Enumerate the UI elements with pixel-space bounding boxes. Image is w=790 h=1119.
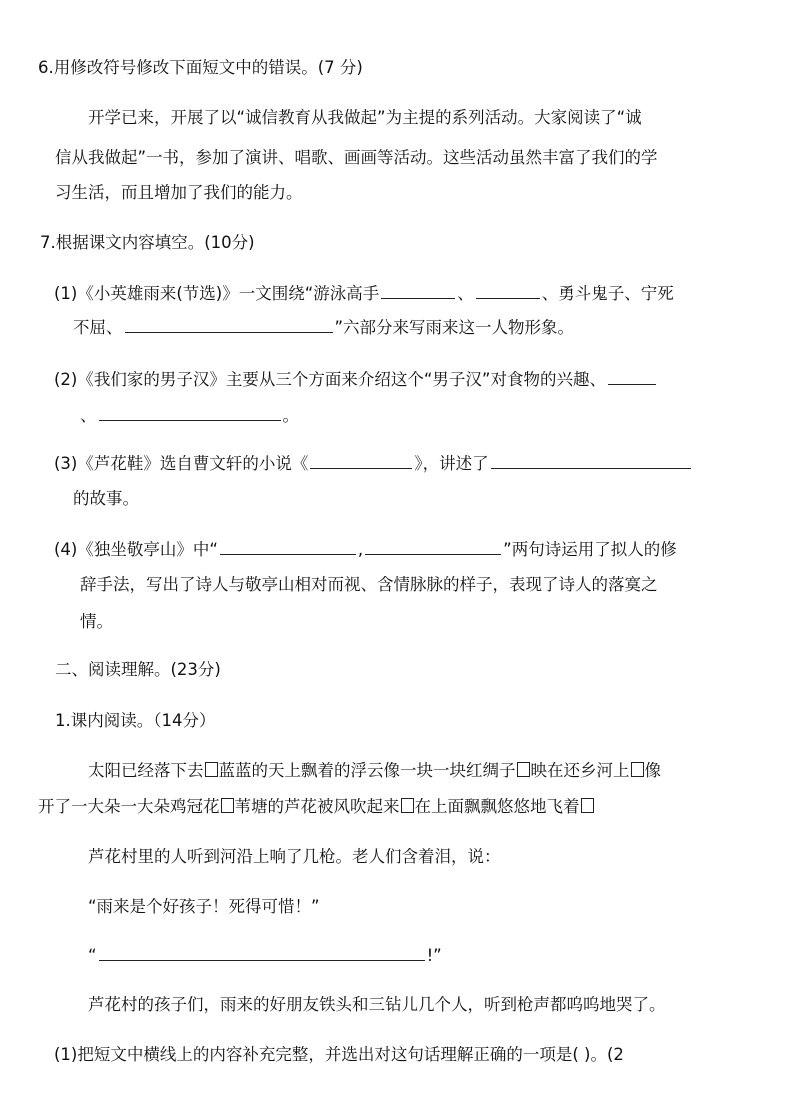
q7-item-1-line-2 (73, 316, 574, 339)
q7-item-1-text: 不屈、 (73, 318, 123, 337)
q7-item-1-line-1 (54, 282, 674, 305)
reading-1-paragraph-1-line-1 (88, 760, 661, 782)
q7-item-3-text: (3)《芦花鞋》选自曹文轩的小说《 (54, 454, 309, 473)
q7-item-4-text: (4)《独坐敬亭山》中“ (54, 540, 218, 559)
section-2-title: 二、阅读理解。(23分) (55, 660, 221, 679)
q6-paragraph-line-1: 开学已来，开展了以“诚信教育从我做起”为主提的系列活动。大家阅读了“诚 (88, 108, 642, 127)
fill-blank[interactable] (220, 538, 356, 555)
fill-blank[interactable] (381, 282, 455, 299)
fill-blank[interactable] (491, 452, 691, 469)
q7-item-2-line-1 (54, 368, 658, 391)
punctuation-box[interactable] (581, 798, 594, 813)
fill-blank[interactable] (476, 282, 540, 299)
punctuation-box[interactable] (401, 798, 414, 813)
passage-text: 映在还乡河上 (530, 761, 630, 780)
passage-text: 在上面飘飘悠悠地飞着 (414, 797, 580, 816)
q7-item-1-text-tail: ”六部分来写雨来这一人物形象。 (334, 318, 575, 337)
q6-title: 6.用修改符号修改下面短文中的错误。(7 分) (38, 58, 363, 77)
fill-blank[interactable] (608, 368, 656, 385)
passage-text: 蓝蓝的天上飘着的浮云像一块一块红绸子 (218, 761, 516, 780)
q6-paragraph-line-3: 习生活，而且增加了我们的能力。 (55, 183, 303, 202)
punctuation-box[interactable] (631, 762, 644, 777)
reading-1-title: 1.课内阅读。（14分） (55, 711, 216, 730)
fill-blank[interactable] (310, 452, 412, 469)
passage-text: 像 (644, 761, 661, 780)
comma: , (357, 540, 364, 559)
separator: 、 (80, 406, 97, 425)
q7-item-1-text-tail: 、勇斗鬼子、宁死 (541, 284, 674, 303)
open-quote: “ (88, 946, 97, 965)
reading-1-paragraph-3: “雨来是个好孩子！死得可惜！” (88, 897, 320, 916)
fill-blank[interactable] (99, 944, 425, 961)
punctuation-box[interactable] (205, 762, 218, 777)
fill-blank[interactable] (99, 404, 281, 421)
q6-paragraph-line-2: 信从我做起”一书，参加了演讲、唱歌、画画等活动。这些活动虽然丰富了我们的学 (55, 148, 658, 167)
reading-1-question-1: (1)把短文中横线上的内容补充完整，并选出对这句话理解正确的一项是( )。(2 (54, 1045, 624, 1064)
passage-text: 开了一大朵一大朵鸡冠花 (38, 797, 220, 816)
q7-title: 7.根据课文内容填空。(10分) (40, 233, 255, 252)
passage-text: 太阳已经落下去 (88, 761, 204, 780)
reading-1-paragraph-5: 芦花村的孩子们，雨来的好朋友铁头和三钻儿几个人，听到枪声都呜呜地哭了。 (88, 995, 666, 1014)
q7-item-2-line-2 (80, 404, 299, 427)
separator: 、 (457, 284, 474, 303)
q7-item-3-text-mid: 》，讲述了 (414, 454, 489, 473)
q7-item-3-line-1 (54, 452, 693, 475)
q7-item-1-text: (1)《小英雄雨来(节选)》一文围绕“游泳高手 (54, 284, 380, 303)
q7-item-3-line-2: 的故事。 (73, 489, 139, 508)
punctuation-box[interactable] (517, 762, 530, 777)
reading-1-paragraph-2: 芦花村里的人听到河沿上响了几枪。老人们含着泪，说： (88, 847, 501, 866)
fill-blank[interactable] (125, 316, 333, 333)
q7-item-4-line-3: 情。 (80, 612, 113, 631)
q7-item-4-text-tail: ”两句诗运用了拟人的修 (503, 540, 677, 559)
q7-item-4-line-2: 辞手法，写出了诗人与敬亭山相对而视、含情脉脉的样子，表现了诗人的落寞之 (80, 575, 658, 594)
fill-blank[interactable] (365, 538, 501, 555)
reading-1-paragraph-1-line-2 (38, 796, 595, 818)
reading-1-paragraph-4 (88, 944, 442, 967)
close-quote: !” (426, 946, 442, 965)
passage-text: 苇塘的芦花被风吹起来 (234, 797, 400, 816)
period: 。 (282, 406, 299, 425)
q7-item-4-line-1 (54, 538, 677, 561)
q7-item-2-text: (2)《我们家的男子汉》主要从三个方面来介绍这个“男子汉”对食物的兴趣、 (54, 370, 606, 389)
punctuation-box[interactable] (221, 798, 234, 813)
